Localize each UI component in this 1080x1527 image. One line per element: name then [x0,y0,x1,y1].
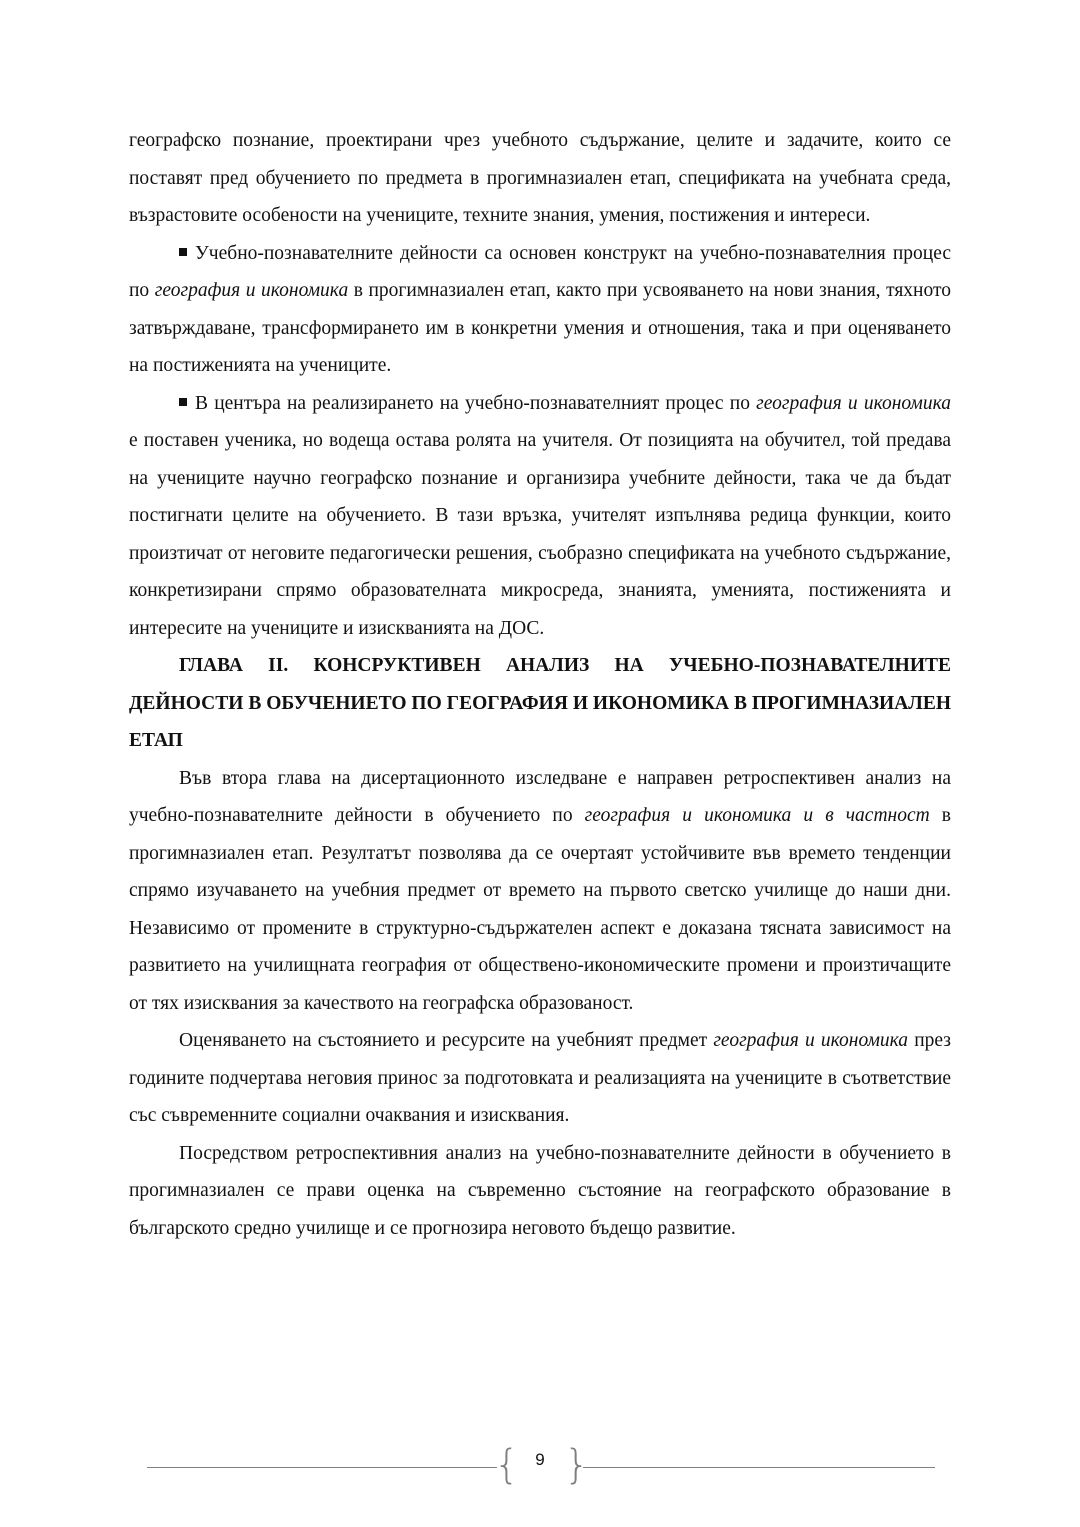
page-footer [0,1440,1080,1490]
bullet-item-1 [129,235,951,385]
paragraph-continuation [129,122,951,235]
paragraph-text: Във втора глава на дисертационното изследване е направен ретроспективен анализ на учебно-познавателните дейности в обучението по [129,767,951,826]
chapter-heading [129,647,951,760]
footer-rule-right [583,1467,935,1468]
square-bullet-icon [179,398,187,406]
paragraph-retrospective [129,1135,951,1248]
square-bullet-icon [179,248,187,256]
paragraph-italic-text: география и икономика [713,1030,909,1051]
page-number: 9 [535,1450,545,1469]
bullet-text: В центъра на реализирането на учебно-познавателният процес по [195,392,757,414]
bullet-italic-text: география и икономика [154,280,349,301]
paragraph-text: географско познание, проектирани чрез учебното съдържание, целите и задачите, които се поставят пред обучението по предмета в прогимназиален етап, спецификата на учебната среда, възрастовите особености на учениците, техните знания, умения, постижения и интереси. [129,130,951,226]
left-brace-icon: { [494,1442,520,1488]
bullet-italic-text: география и икономика [756,392,951,414]
paragraph-text: Оценяването на състоянието и ресурсите на учебният предмет [179,1030,714,1051]
bullet-text: Учебно-познавателните дейности са основен конструкт на учебно-познавателния процес по [129,242,951,301]
bullet-text: е поставен ученика, но водеща остава ролята на учителя. От позицията на обучител, той предава на учениците научно географско познание и организира учебните дейности, така че да бъдат постигнати целите на обучението. В тази връзка, учителят изпълнява редица функции, които произтичат от неговите педагогически решения, съобразно спецификата на учебното съдържание, конкретизирани спрямо образователната микросреда, знанията, уменията, постиженията и интересите на учениците и изискванията на ДОС. [129,430,951,639]
paragraph-text: Посредством ретроспективния анализ на учебно-познавателните дейности в обучението в прогимназиален се прави оценка на съвременно състояние на географското образование в българското средно училище и се прогнозира неговото бъдещо развитие. [129,1142,951,1239]
bullet-text: в прогимназиален етап, както при усвояването на нови знания, тяхното затвърждаване, трансформирането им в конкретни умения и отношения, така и при оценяването на постиженията на учениците. [129,280,951,376]
right-brace-icon: } [564,1442,590,1488]
bullet-item-2 [129,385,951,648]
paragraph-chapter-intro [129,760,951,1023]
paragraph-text: през годините подчертава неговия принос за подготовката и реализацията на учениците в съответствие със съвременните социални очаквания и изисквания. [129,1030,951,1126]
paragraph-evaluation [129,1022,951,1135]
paragraph-italic-text: география и икономика и в частност [584,805,930,826]
chapter-heading-text: ГЛАВА II. КОНСРУКТИВЕН АНАЛИЗ НА УЧЕБНО-ПОЗНАВАТЕЛНИТЕ ДЕЙНОСТИ В ОБУЧЕНИЕТО ПО ГЕОГРАФИЯ И ИКОНОМИКА В ПРОГИМНАЗИАЛЕН ЕТАП [129,655,951,751]
document-body [129,122,951,1247]
footer-rule-left [147,1467,497,1468]
paragraph-text: в прогимназиален етап. Резултатът позволява да се очертаят устойчивите във времето тенденции спрямо изучаването на учебния предмет от времето на първото светско училище до наши дни. Независимо от промените в структурно-съдържателен аспект е доказана тясната зависимост на развитието на училищната география от обществено-икономическите промени и произтичащите от тях изисквания за качеството на географска образованост. [129,805,951,1014]
